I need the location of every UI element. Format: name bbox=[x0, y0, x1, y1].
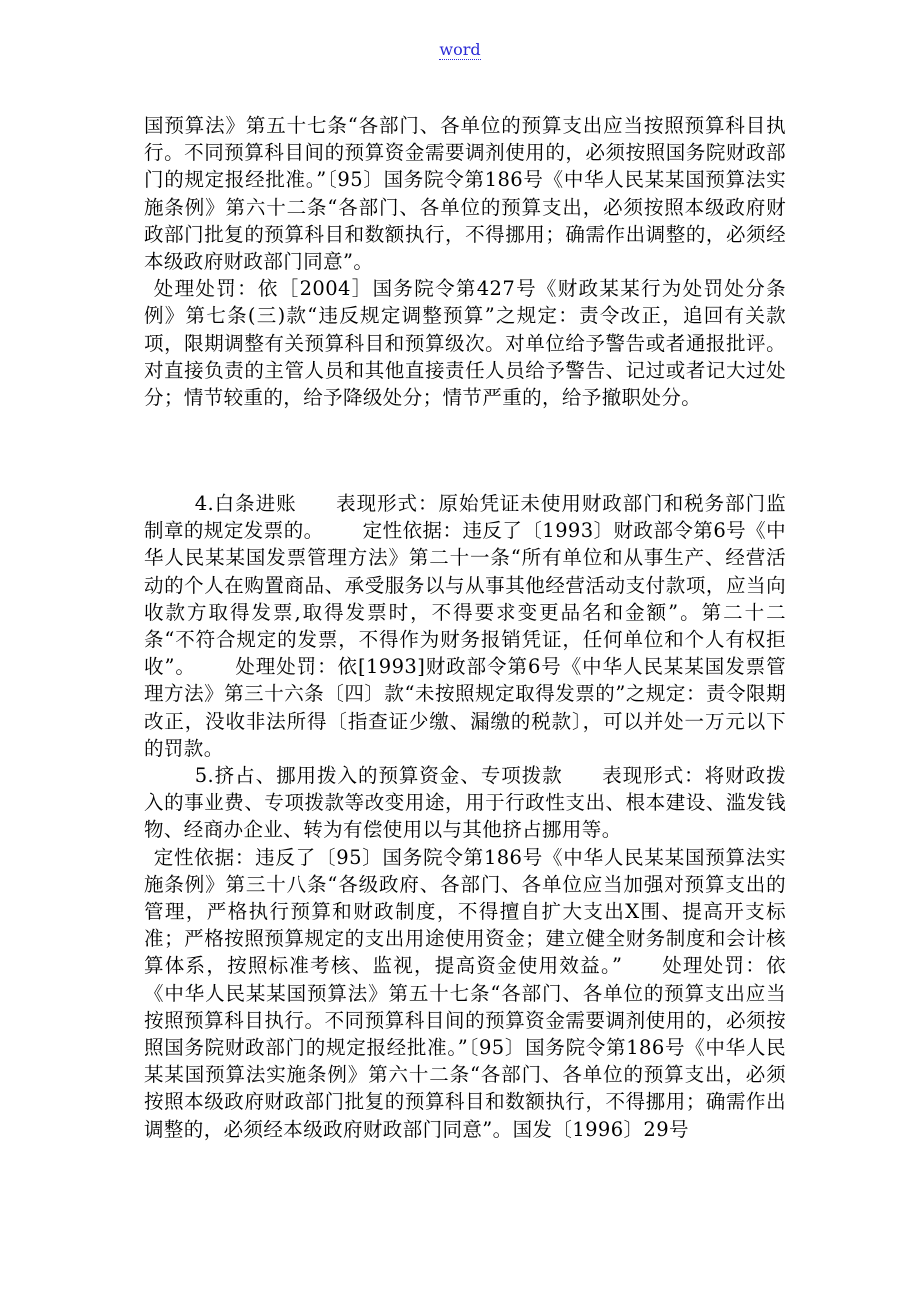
section-4-heading: 4.白条进账 bbox=[194, 492, 297, 515]
section-4-block bbox=[144, 490, 786, 762]
header-link-text[interactable]: word bbox=[439, 40, 481, 59]
section-5-penalty: 处理处罚：依《中华人民某某国预算法》第五十七条“各部门、各单位的预算支出应当按照预算科目执行。不同预算科目间的预算资金需要调剂使用的，必须按照国务院财政部门的规定报经批准。”〔95〕国务院令第186号《中华人民某某国预算法实施条例》第六十二条“各部门、各单位的预算支出，必须按照本级政府财政部门批复的预算科目和数额执行，不得挪用；确需作出调整的，必须经本级政府财政部门同意”。国发〔1996〕29号 bbox=[144, 954, 786, 1141]
continued-text-block bbox=[144, 112, 786, 411]
section-5-basis: 定性依据：违反了〔95〕国务院令第186号《中华人民某某国预算法实施条例》第三十八条“各级政府、各部门、各单位应当加强对预算支出的管理，严格执行预算和财政制度，不得擅自扩大支出X围、提高开支标准；严格按照预算规定的支出用途使用资金；建立健全财务制度和会计核算体系，按照标准考核、监视，提高资金使用效益。” bbox=[144, 845, 786, 978]
section-4-basis: 定性依据：违反了〔1993〕财政部令第6号《中华人民某某国发票管理方法》第二十一条“所有单位和从事生产、经营活动的个人在购置商品、承受服务以与从事其他经营活动支付款项，应当向收款方取得发票,取得发票时，不得要求变更品名和金额”。第二十二条“不符合规定的发票，不得作为财务报销凭证，任何单位和个人有权拒收”。 bbox=[144, 519, 786, 679]
section-4-paragraph bbox=[144, 490, 786, 762]
section-5-paragraph bbox=[144, 762, 786, 844]
section-5-continuation bbox=[144, 844, 786, 1143]
header-word-link[interactable] bbox=[0, 40, 920, 59]
penalty-paragraph: 处理处罚：依［2004］国务院令第427号《财政某某行为处罚处分条例》第七条(三)款“违反规定调整预算”之规定：责令改正，追回有关款项，限期调整有关预算科目和预算级次。对单位给予警告或者通报批评。对直接负责的主管人员和其他直接责任人员给予警告、记过或者记大过处分；情节较重的，给予降级处分；情节严重的，给予撤职处分。 bbox=[144, 277, 786, 410]
section-5-block bbox=[144, 762, 786, 1143]
section-4-penalty: 处理处罚：依[1993]财政部令第6号《中华人民某某国发票管理方法》第三十六条〔四〕款“未按照规定取得发票的”之规定：责令限期改正，没收非法所得〔指查证少缴、漏缴的税款〕，可以并处一万元以下的罚款。 bbox=[144, 655, 787, 760]
continued-paragraph: 国预算法》第五十七条“各部门、各单位的预算支出应当按照预算科目执行。不同预算科目间的预算资金需要调剂使用的，必须按照国务院财政部门的规定报经批准。”〔95〕国务院令第186号《中华人民某某国预算法实施条例》第六十二条“各部门、各单位的预算支出，必须按照本级政府财政部门批复的预算科目和数额执行，不得挪用；确需作出调整的，必须经本级政府财政部门同意”。 bbox=[144, 114, 786, 274]
section-4-form: 表现形式：原始凭证未使用财政部门和税务部门监制章的规定发票的。 bbox=[144, 492, 786, 543]
section-5-form: 表现形式：将财政拨入的事业费、专项拨款等改变用途，用于行政性支出、根本建设、滥发钱物、经商办企业、转为有偿使用以与其他挤占挪用等。 bbox=[144, 764, 786, 842]
section-5-heading: 5.挤占、挪用拨入的预算资金、专项拨款 bbox=[194, 764, 563, 787]
